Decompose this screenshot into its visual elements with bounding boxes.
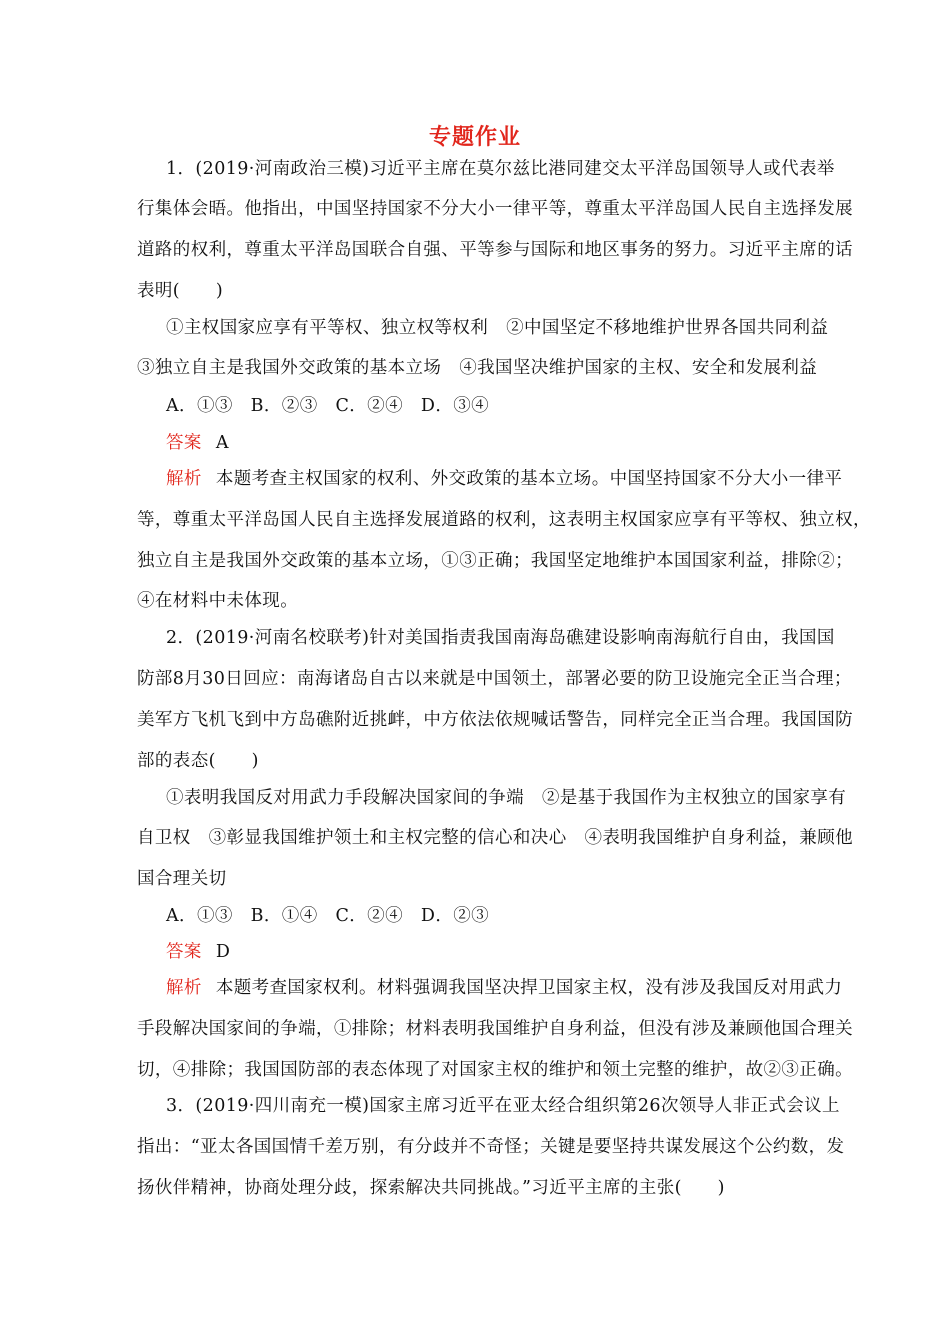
question-3-line-3: 扬伙伴精神，协商处理分歧，探索解决共同挑战。”习近平主席的主张( ) [137,1178,725,1198]
question-2-line-3: 美军方飞机飞到中方岛礁附近挑衅，中方依法依规喊话警告，同样完全正当合理。我国国防 [137,710,853,730]
answer-value: A [215,433,229,453]
question-3-line-2: 指出：“亚太各国国情千差万别，有分歧并不奇怪；关键是要坚持共谋发展这个公约数，发 [137,1137,845,1157]
question-2-explanation-line-3: 切，④排除；我国国防部的表态体现了对国家主权的维护和领土完整的维护，故②③正确。 [137,1060,853,1080]
question-2-line-4: 部的表态( ) [137,751,259,771]
explanation-text: 本题考查国家权利。材料强调我国坚决捍卫国家主权，没有涉及我国反对用武力 [215,978,843,998]
question-2-option-line-1: ①表明我国反对用武力手段解决国家间的争端 ②是基于我国作为主权独立的国家享有 [166,788,847,808]
explanation-label: 解析 [166,469,202,489]
question-1-line-1: 1．(2019·河南政治三模)习近平主席在莫尔兹比港同建交太平洋岛国领导人或代表举 [166,159,835,179]
answer-label: 答案 [166,433,202,453]
question-2-line-1: 2．(2019·河南名校联考)针对美国指责我国南海岛礁建设影响南海航行自由，我国国 [166,628,835,648]
question-1-option-line-2: ③独立自主是我国外交政策的基本立场 ④我国坚决维护国家的主权、安全和发展利益 [137,358,818,378]
question-1-choices: A．①③ B．②③ C．②④ D．③④ [166,396,490,416]
question-1-explanation-line-2: 等，尊重太平洋岛国人民自主选择发展道路的权利，这表明主权国家应享有平等权、独立权， [137,510,871,530]
answer-value: D [215,942,231,962]
answer-label: 答案 [166,942,202,962]
question-2-option-line-3: 国合理关切 [137,869,227,889]
question-1-explanation-line-4: ④在材料中未体现。 [137,591,299,611]
question-2-option-line-2: 自卫权 ③彰显我国维护领土和主权完整的信心和决心 ④表明我国维护自身利益，兼顾他 [137,828,853,848]
question-1-answer [166,431,816,455]
page-title: 专题作业 [428,124,521,150]
question-2-explanation-line-2: 手段解决国家间的争端，①排除；材料表明我国维护自身利益，但没有涉及兼顾他国合理关 [137,1019,853,1039]
question-2-explanation-line-1 [166,976,843,1000]
question-3-line-1: 3．(2019·四川南充一模)国家主席习近平在亚太经合组织第26次领导人非正式会议上 [166,1096,840,1116]
explanation-text: 本题考查主权国家的权利、外交政策的基本立场。中国坚持国家不分大小一律平 [215,469,843,489]
question-2-answer [166,940,816,964]
question-1-line-3: 道路的权利，尊重太平洋岛国联合自强、平等参与国际和地区事务的努力。习近平主席的话 [137,240,853,260]
question-1-line-2: 行集体会晤。他指出，中国坚持国家不分大小一律平等，尊重太平洋岛国人民自主选择发展 [137,199,853,219]
question-2-line-2: 防部8月30日回应：南海诸岛自古以来就是中国领土，部署必要的防卫设施完全正当合理； [137,669,852,689]
question-1-line-4: 表明( ) [137,281,224,301]
question-1-explanation-line-3: 独立自主是我国外交政策的基本立场，①③正确；我国坚定地维护本国国家利益，排除②； [137,551,853,571]
explanation-label: 解析 [166,978,202,998]
question-2-choices: A．①③ B．①④ C．②④ D．②③ [166,906,490,926]
question-1-explanation-line-1 [166,467,843,491]
question-1-option-line-1: ①主权国家应享有平等权、独立权等权利 ②中国坚定不移地维护世界各国共同利益 [166,318,829,338]
